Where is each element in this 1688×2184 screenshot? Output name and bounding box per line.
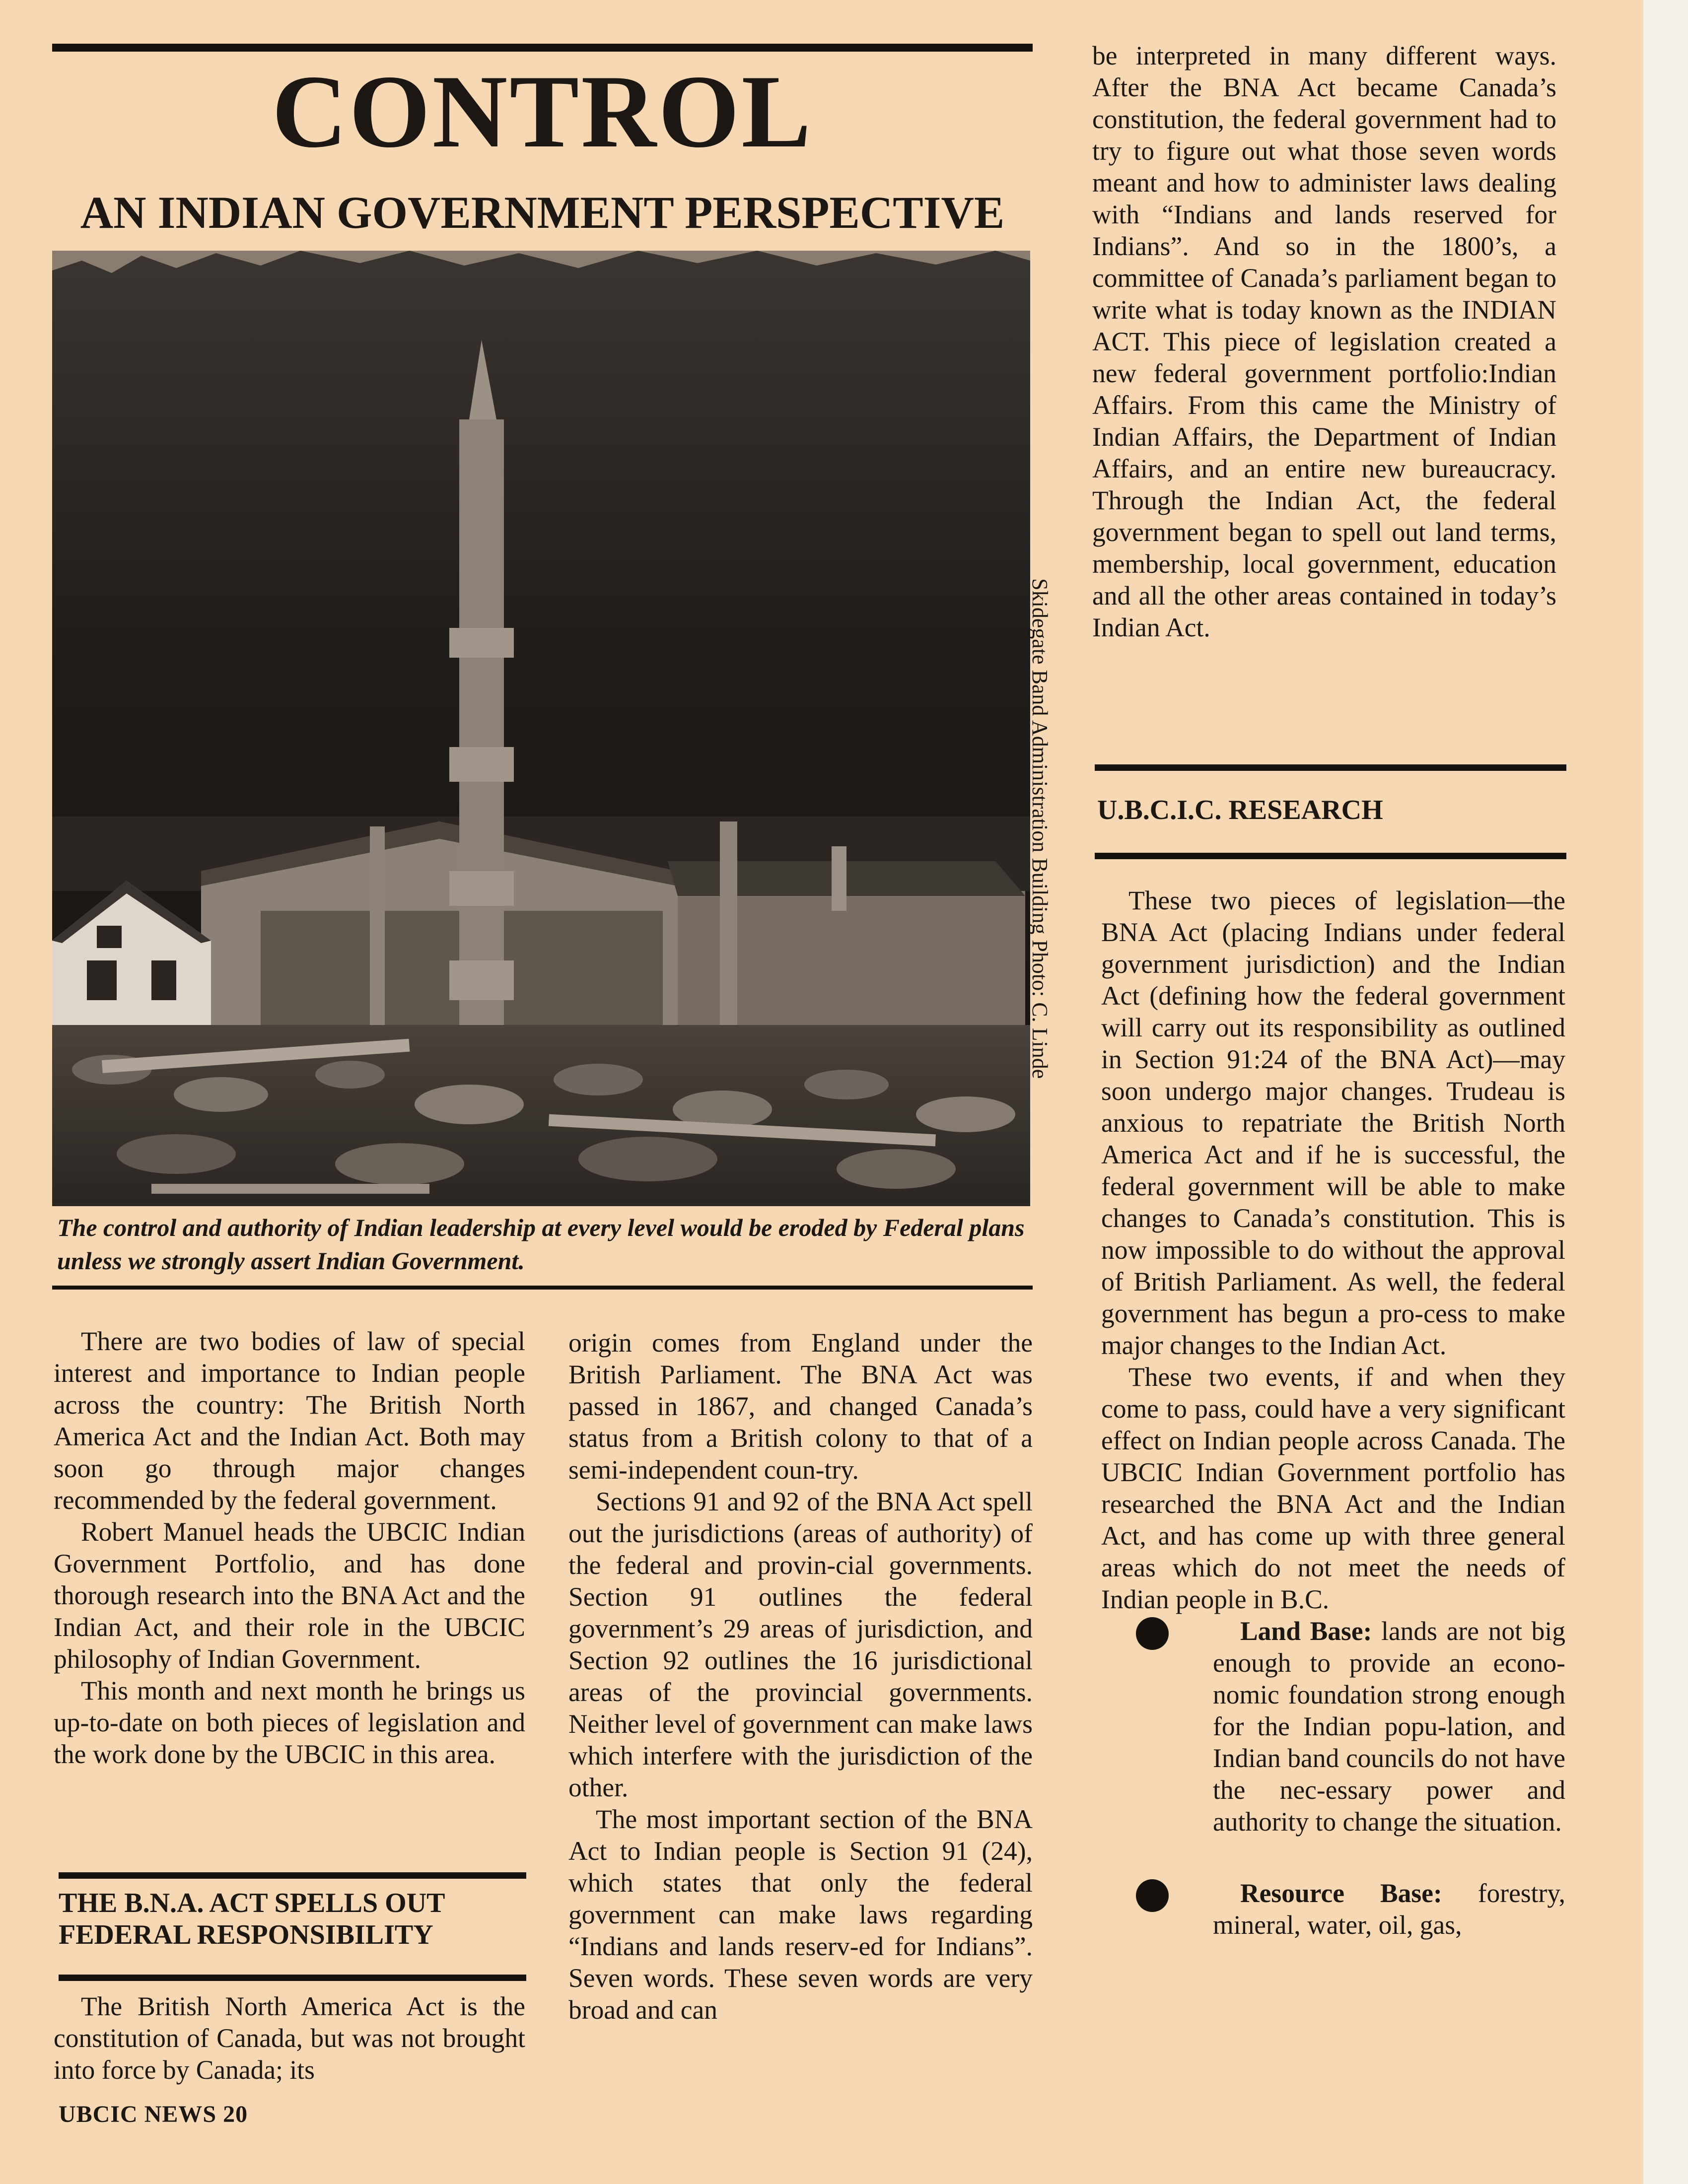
bullet-resource-base (1101, 1877, 1565, 1941)
column-2-paragraph: The most important section of the BNA Act to Indian people is Section 91 (24), which states that only the federal government can make laws regarding “Indians and lands reserv-ed for Indians”. Seven words. These seven words are very broad and can (568, 1804, 1033, 2025)
totem-pole-photo (52, 251, 1030, 1206)
page-footer: UBCIC NEWS 20 (59, 2101, 248, 2127)
bullet-dot (1136, 1879, 1169, 1912)
article-subtitle: AN INDIAN GOVERNMENT PERSPECTIVE (80, 187, 1005, 238)
column-1-paragraph: This month and next month he brings us up-to-date on both pieces of legislation and the work done by the UBCIC in this area. (54, 1676, 525, 1769)
research-rule-top (1095, 764, 1566, 771)
section-rule-bottom (59, 1975, 526, 1981)
bullet-label: Resource Base: (1240, 1878, 1442, 1908)
column-1-paragraph: There are two bodies of law of special interest and importance to Indian people across the country: The British North America Act and the Indian Act. Both may soon go through major changes recommended by the federal government. (54, 1326, 525, 1515)
section-heading-research: U.B.C.I.C. RESEARCH (1097, 795, 1383, 825)
bullet-label: Land Base: (1240, 1616, 1372, 1646)
article-title: CONTROL (272, 54, 813, 169)
bullet-land-base (1101, 1615, 1565, 1838)
photo-caption: The control and authority of Indian leadership at every level would be eroded by Federal plans unless we strongly assert Indian Government. (57, 1214, 1025, 1275)
column-2 (568, 1327, 1033, 2026)
top-rule (52, 44, 1033, 52)
photo-credit: Skidegate Band Administration Building Photo: C. Linde (1028, 578, 1052, 1079)
column-3-continued (1101, 885, 1565, 1941)
column-2-paragraph: origin comes from England under the British Parliament. The BNA Act was passed in 1867, and changed Canada’s status from a British colony to that of a semi-independent coun-try. (568, 1328, 1033, 1485)
column-1 (54, 1325, 525, 1770)
caption-rule (52, 1286, 1033, 1290)
bullet-text: forestry, mineral, water, oil, gas, (1213, 1878, 1566, 1940)
column-3-paragraph: These two events, if and when they come to pass, could have a very significant effect on Indian people across Canada. The UBCIC Indian Government portfolio has researched the BNA Act and the Indian Act, and has come up with three general areas which do not meet the needs of Indian people in B.C. (1101, 1362, 1565, 1614)
column-2-paragraph: Sections 91 and 92 of the BNA Act spell out the jurisdictions (areas of authority) of the federal and provin-cial governments. Section 91 outlines the federal government’s 29 areas of jurisdiction, and Section 92 outlines the 16 jurisdictional areas of the provincial governments. Neither level of government can make laws which interfere with the jurisdiction of the other. (568, 1487, 1033, 1802)
page-edge (1643, 0, 1688, 2184)
column-1-paragraph: The British North America Act is the constitution of Canada, but was not brought into force by Canada; its (54, 1991, 525, 2085)
bullet-text: lands are not big enough to provide an econo-nomic foundation strong enough for the Indian popu-lation, and Indian band councils do not have the nec-essary power and authority to change the situation. (1213, 1616, 1565, 1837)
column-1-continued (54, 1990, 525, 2086)
bullet-dot (1136, 1617, 1169, 1650)
column-3-paragraph: be interpreted in many different ways. After the BNA Act became Canada’s constitution, the federal government had to try to figure out what those seven words meant and how to administer laws dealing with “Indians and lands reserved for Indians”. And so in the 1800’s, a committee of Canada’s parliament began to write what is today known as the INDIAN ACT. This piece of legislation created a new federal government portfolio:Indian Affairs. From this came the Ministry of Indian Affairs, the Department of Indian Affairs, and an entire new bureaucracy. Through the Indian Act, the federal government began to spell out land terms, membership, local government, education and all the other areas contained in today’s Indian Act. (1092, 41, 1556, 642)
column-3-paragraph: These two pieces of legislation—the BNA Act (placing Indians under federal government jurisdiction) and the Indian Act (defining how the federal government will carry out its responsibility as outlined in Section 91:24 of the BNA Act)—may soon undergo major changes. Trudeau is anxious to repatriate the British North America Act and if he is successful, the federal government will be able to make changes to Canada’s constitution. This is now impossible to do without the approval of British Parliament. As well, the federal government has begun a pro-cess to make major changes to the Indian Act. (1101, 886, 1565, 1360)
section-heading-bna-act: THE B.N.A. ACT SPELLS OUT FEDERAL RESPONSIBILITY (59, 1888, 445, 1950)
column-1-paragraph: Robert Manuel heads the UBCIC Indian Government Portfolio, and has done thorough research into the BNA Act and the Indian Act, and their role in the UBCIC philosophy of Indian Government. (54, 1517, 525, 1674)
section-rule-top (59, 1872, 526, 1879)
research-rule-bottom (1095, 853, 1566, 859)
column-3 (1092, 40, 1556, 643)
